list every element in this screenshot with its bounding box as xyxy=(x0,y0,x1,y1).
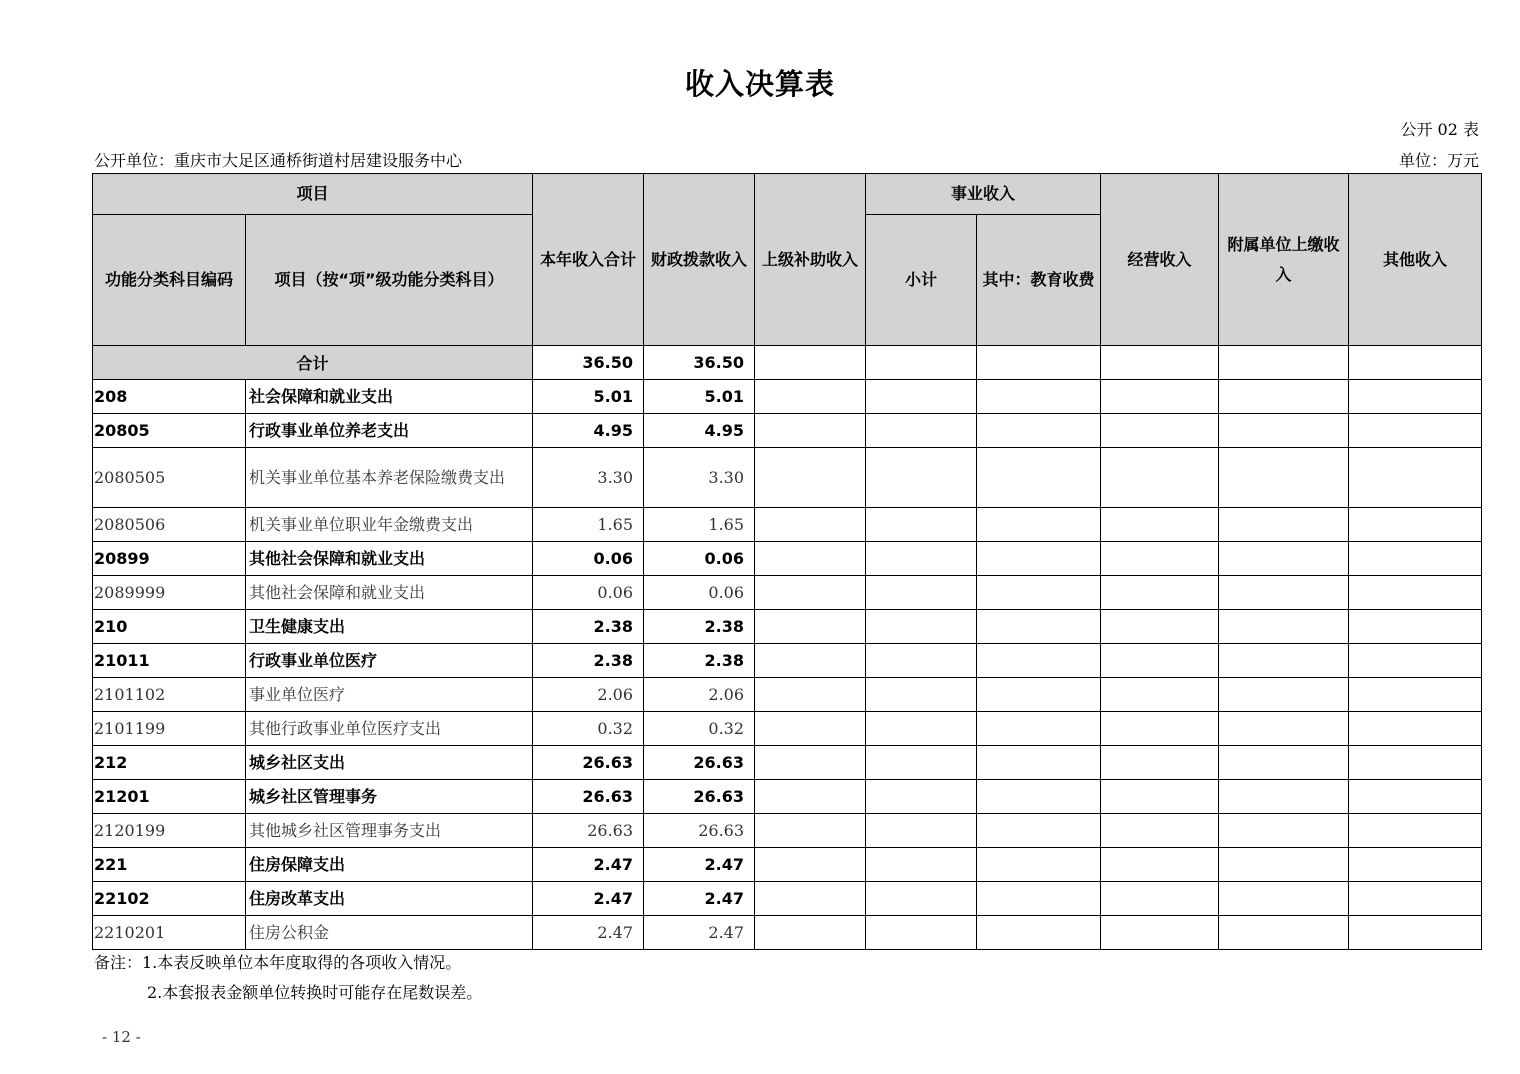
table-row xyxy=(93,712,1482,746)
empty-cell xyxy=(755,542,866,576)
empty-cell xyxy=(755,712,866,746)
empty-cell xyxy=(1101,610,1219,644)
empty-cell xyxy=(1219,814,1349,848)
empty-cell xyxy=(755,848,866,882)
empty-cell xyxy=(866,610,977,644)
row-total-cell: 26.63 xyxy=(533,780,644,814)
row-fiscal-cell: 26.63 xyxy=(644,746,755,780)
empty-cell xyxy=(1101,414,1219,448)
empty-cell xyxy=(755,448,866,508)
row-name-cell: 其他社会保障和就业支出 xyxy=(246,542,533,576)
empty-cell xyxy=(1101,746,1219,780)
row-code-cell: 210 xyxy=(93,610,246,644)
empty-cell xyxy=(755,746,866,780)
empty-cell xyxy=(1349,508,1482,542)
reporting-unit: 公开单位：重庆市大足区通桥街道村居建设服务中心 xyxy=(94,151,463,170)
row-code-cell: 2101102 xyxy=(93,678,246,712)
row-name-cell: 社会保障和就业支出 xyxy=(246,380,533,414)
row-total-cell: 2.06 xyxy=(533,678,644,712)
row-fiscal-cell: 2.38 xyxy=(644,644,755,678)
empty-cell xyxy=(866,448,977,508)
empty-cell xyxy=(1349,916,1482,950)
row-name-cell: 城乡社区管理事务 xyxy=(246,780,533,814)
header-function-code: 功能分类科目编码 xyxy=(93,215,246,346)
empty-cell xyxy=(977,814,1101,848)
income-final-accounts-table xyxy=(92,173,1482,950)
header-subtotal: 小计 xyxy=(866,215,977,346)
empty-cell xyxy=(755,508,866,542)
empty-cell xyxy=(1101,576,1219,610)
row-code-cell: 2080506 xyxy=(93,508,246,542)
empty-cell xyxy=(755,780,866,814)
table-row xyxy=(93,916,1482,950)
empty-cell xyxy=(755,916,866,950)
empty-cell xyxy=(755,882,866,916)
empty-cell xyxy=(1219,610,1349,644)
empty-cell xyxy=(1349,346,1482,380)
row-name-cell: 卫生健康支出 xyxy=(246,610,533,644)
empty-cell xyxy=(977,780,1101,814)
empty-cell xyxy=(1101,814,1219,848)
row-fiscal-cell: 0.32 xyxy=(644,712,755,746)
table-row xyxy=(93,414,1482,448)
header-total-income: 本年收入合计 xyxy=(533,174,644,346)
empty-cell xyxy=(1219,746,1349,780)
empty-cell xyxy=(1349,814,1482,848)
empty-cell xyxy=(1349,448,1482,508)
header-fiscal-appropriation: 财政拨款收入 xyxy=(644,174,755,346)
row-name-cell: 城乡社区支出 xyxy=(246,746,533,780)
row-fiscal-cell: 2.47 xyxy=(644,882,755,916)
empty-cell xyxy=(1349,644,1482,678)
empty-cell xyxy=(1219,644,1349,678)
empty-cell xyxy=(1101,644,1219,678)
row-total-cell: 5.01 xyxy=(533,380,644,414)
table-row xyxy=(93,814,1482,848)
empty-cell xyxy=(1219,380,1349,414)
row-code-cell: 20805 xyxy=(93,414,246,448)
table-body xyxy=(93,346,1482,950)
row-fiscal-cell: 2.47 xyxy=(644,916,755,950)
total-income-cell: 36.50 xyxy=(533,346,644,380)
header-project: 项目 xyxy=(93,174,533,215)
header-other-income: 其他收入 xyxy=(1349,174,1482,346)
empty-cell xyxy=(1101,542,1219,576)
empty-cell xyxy=(1349,414,1482,448)
row-name-cell: 住房保障支出 xyxy=(246,848,533,882)
row-fiscal-cell: 4.95 xyxy=(644,414,755,448)
empty-cell xyxy=(866,780,977,814)
table-row xyxy=(93,780,1482,814)
row-name-cell: 机关事业单位基本养老保险缴费支出 xyxy=(246,448,533,508)
empty-cell xyxy=(1219,346,1349,380)
empty-cell xyxy=(1101,882,1219,916)
table-row xyxy=(93,448,1482,508)
row-name-cell: 行政事业单位医疗 xyxy=(246,644,533,678)
header-education-fee: 其中：教育收费 xyxy=(977,215,1101,346)
empty-cell xyxy=(977,644,1101,678)
empty-cell xyxy=(866,644,977,678)
empty-cell xyxy=(1101,712,1219,746)
empty-cell xyxy=(1349,780,1482,814)
empty-cell xyxy=(1219,678,1349,712)
empty-cell xyxy=(1101,848,1219,882)
table-row xyxy=(93,508,1482,542)
empty-cell xyxy=(866,678,977,712)
table-number: 公开 02 表 xyxy=(1400,120,1479,139)
empty-cell xyxy=(1219,414,1349,448)
row-name-cell: 事业单位医疗 xyxy=(246,678,533,712)
footnote-1: 备注：1.本表反映单位本年度取得的各项收入情况。 xyxy=(94,953,462,972)
row-fiscal-cell: 26.63 xyxy=(644,814,755,848)
header-superior-subsidy: 上级补助收入 xyxy=(755,174,866,346)
empty-cell xyxy=(755,678,866,712)
empty-cell xyxy=(1349,380,1482,414)
row-code-cell: 21011 xyxy=(93,644,246,678)
currency-unit: 单位：万元 xyxy=(1398,151,1479,170)
row-fiscal-cell: 2.06 xyxy=(644,678,755,712)
empty-cell xyxy=(1101,678,1219,712)
empty-cell xyxy=(977,508,1101,542)
empty-cell xyxy=(866,848,977,882)
table-row xyxy=(93,746,1482,780)
empty-cell xyxy=(1101,916,1219,950)
empty-cell xyxy=(866,508,977,542)
header-career-income: 事业收入 xyxy=(866,174,1101,215)
empty-cell xyxy=(1219,916,1349,950)
row-name-cell: 其他行政事业单位医疗支出 xyxy=(246,712,533,746)
empty-cell xyxy=(1101,380,1219,414)
empty-cell xyxy=(977,882,1101,916)
empty-cell xyxy=(1349,848,1482,882)
empty-cell xyxy=(977,712,1101,746)
table-row xyxy=(93,576,1482,610)
table-row xyxy=(93,610,1482,644)
row-total-cell: 1.65 xyxy=(533,508,644,542)
row-code-cell: 208 xyxy=(93,380,246,414)
empty-cell xyxy=(1219,576,1349,610)
empty-cell xyxy=(1219,712,1349,746)
empty-cell xyxy=(866,712,977,746)
row-total-cell: 2.38 xyxy=(533,644,644,678)
empty-cell xyxy=(755,346,866,380)
empty-cell xyxy=(977,610,1101,644)
row-name-cell: 行政事业单位养老支出 xyxy=(246,414,533,448)
row-name-cell: 机关事业单位职业年金缴费支出 xyxy=(246,508,533,542)
table-row xyxy=(93,882,1482,916)
empty-cell xyxy=(866,542,977,576)
empty-cell xyxy=(977,448,1101,508)
row-fiscal-cell: 2.38 xyxy=(644,610,755,644)
table-row xyxy=(93,848,1482,882)
empty-cell xyxy=(1219,448,1349,508)
empty-cell xyxy=(755,814,866,848)
header-affiliated-income: 附属单位上缴收入 xyxy=(1219,174,1349,346)
empty-cell xyxy=(866,746,977,780)
table-row xyxy=(93,644,1482,678)
row-code-cell: 2210201 xyxy=(93,916,246,950)
empty-cell xyxy=(977,916,1101,950)
empty-cell xyxy=(755,414,866,448)
row-total-cell: 0.06 xyxy=(533,542,644,576)
row-code-cell: 2089999 xyxy=(93,576,246,610)
row-total-cell: 3.30 xyxy=(533,448,644,508)
table-row xyxy=(93,380,1482,414)
row-total-cell: 2.38 xyxy=(533,610,644,644)
empty-cell xyxy=(977,678,1101,712)
row-name-cell: 其他社会保障和就业支出 xyxy=(246,576,533,610)
total-row xyxy=(93,346,1482,380)
empty-cell xyxy=(977,414,1101,448)
row-total-cell: 0.32 xyxy=(533,712,644,746)
row-fiscal-cell: 26.63 xyxy=(644,780,755,814)
row-code-cell: 2120199 xyxy=(93,814,246,848)
empty-cell xyxy=(1101,508,1219,542)
empty-cell xyxy=(977,746,1101,780)
row-fiscal-cell: 0.06 xyxy=(644,576,755,610)
empty-cell xyxy=(866,576,977,610)
row-fiscal-cell: 0.06 xyxy=(644,542,755,576)
empty-cell xyxy=(977,542,1101,576)
empty-cell xyxy=(1349,610,1482,644)
row-total-cell: 2.47 xyxy=(533,882,644,916)
table-row xyxy=(93,678,1482,712)
empty-cell xyxy=(977,848,1101,882)
empty-cell xyxy=(977,346,1101,380)
row-total-cell: 4.95 xyxy=(533,414,644,448)
empty-cell xyxy=(1349,746,1482,780)
empty-cell xyxy=(1349,882,1482,916)
header-operating-income: 经营收入 xyxy=(1101,174,1219,346)
row-name-cell: 其他城乡社区管理事务支出 xyxy=(246,814,533,848)
row-name-cell: 住房改革支出 xyxy=(246,882,533,916)
empty-cell xyxy=(977,380,1101,414)
empty-cell xyxy=(1219,882,1349,916)
empty-cell xyxy=(755,576,866,610)
row-code-cell: 2080505 xyxy=(93,448,246,508)
empty-cell xyxy=(1101,448,1219,508)
row-code-cell: 221 xyxy=(93,848,246,882)
row-total-cell: 26.63 xyxy=(533,746,644,780)
empty-cell xyxy=(866,882,977,916)
row-code-cell: 22102 xyxy=(93,882,246,916)
empty-cell xyxy=(1219,780,1349,814)
empty-cell xyxy=(866,346,977,380)
empty-cell xyxy=(1349,576,1482,610)
empty-cell xyxy=(866,414,977,448)
empty-cell xyxy=(866,814,977,848)
row-code-cell: 2101199 xyxy=(93,712,246,746)
row-total-cell: 2.47 xyxy=(533,848,644,882)
row-name-cell: 住房公积金 xyxy=(246,916,533,950)
row-total-cell: 0.06 xyxy=(533,576,644,610)
empty-cell xyxy=(866,916,977,950)
page-number: - 12 - xyxy=(102,1028,141,1046)
empty-cell xyxy=(977,576,1101,610)
empty-cell xyxy=(1219,542,1349,576)
row-code-cell: 212 xyxy=(93,746,246,780)
footnote-2: 2.本套报表金额单位转换时可能存在尾数误差。 xyxy=(147,983,483,1002)
empty-cell xyxy=(1219,848,1349,882)
table-header xyxy=(93,174,1482,346)
empty-cell xyxy=(1349,542,1482,576)
total-label: 合计 xyxy=(93,346,533,380)
row-total-cell: 2.47 xyxy=(533,916,644,950)
row-fiscal-cell: 2.47 xyxy=(644,848,755,882)
empty-cell xyxy=(1101,780,1219,814)
empty-cell xyxy=(866,380,977,414)
row-code-cell: 21201 xyxy=(93,780,246,814)
empty-cell xyxy=(755,644,866,678)
empty-cell xyxy=(1349,712,1482,746)
footnotes xyxy=(94,948,482,1008)
empty-cell xyxy=(755,610,866,644)
row-fiscal-cell: 3.30 xyxy=(644,448,755,508)
total-fiscal-cell: 36.50 xyxy=(644,346,755,380)
row-fiscal-cell: 5.01 xyxy=(644,380,755,414)
row-code-cell: 20899 xyxy=(93,542,246,576)
empty-cell xyxy=(755,380,866,414)
page-title: 收入决算表 xyxy=(684,67,835,101)
header-item-name: 项目（按“项”级功能分类科目） xyxy=(246,215,533,346)
empty-cell xyxy=(1349,678,1482,712)
empty-cell xyxy=(1219,508,1349,542)
table-row xyxy=(93,542,1482,576)
row-fiscal-cell: 1.65 xyxy=(644,508,755,542)
empty-cell xyxy=(1101,346,1219,380)
row-total-cell: 26.63 xyxy=(533,814,644,848)
